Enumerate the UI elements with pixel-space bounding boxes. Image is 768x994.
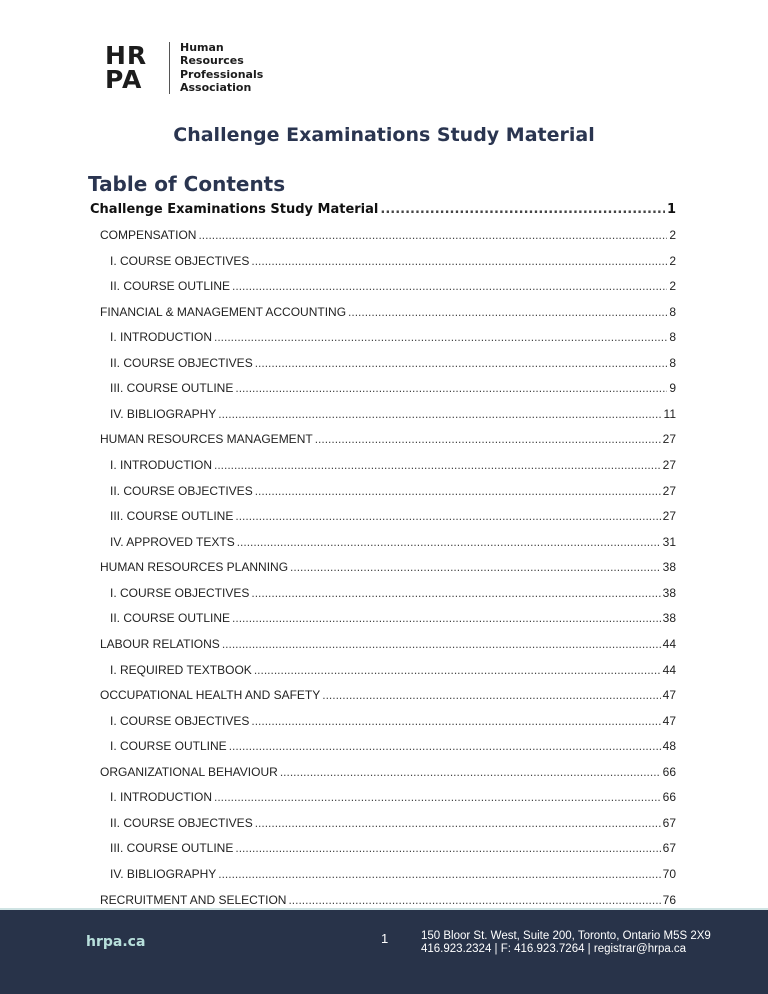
toc-leader-dots	[232, 279, 667, 293]
toc-leader-dots	[254, 663, 661, 677]
toc-leader-dots	[229, 739, 661, 753]
toc-entry[interactable]	[100, 228, 676, 246]
toc-leader-dots	[348, 305, 667, 319]
toc-entry-label: I. INTRODUCTION	[110, 458, 212, 473]
toc-entry-page: 9	[669, 381, 676, 396]
logo-text-line: Professionals	[180, 67, 264, 81]
toc-entry-label: II. COURSE OBJECTIVES	[110, 355, 253, 370]
toc-entry-label: IV. BIBLIOGRAPHY	[110, 406, 217, 421]
toc-entry-label: Challenge Examinations Study Material	[90, 202, 379, 217]
toc-leader-dots	[255, 356, 668, 370]
toc-entry-page: 8	[669, 330, 676, 345]
toc-entry-label: I. INTRODUCTION	[110, 790, 212, 805]
toc-leader-dots	[232, 611, 661, 625]
toc-entry[interactable]	[110, 484, 676, 502]
page-footer	[0, 910, 768, 994]
toc-leader-dots	[237, 535, 661, 549]
toc-leader-dots	[315, 432, 661, 446]
toc-entry-label: II. COURSE OBJECTIVES	[110, 483, 253, 498]
logo-mark	[105, 40, 163, 94]
toc-entry-page: 27	[662, 483, 676, 498]
toc-entry-page: 2	[669, 228, 676, 242]
toc-entry-label: II. COURSE OUTLINE	[110, 611, 231, 626]
toc-entry-page: 2	[669, 279, 676, 294]
toc-entry-page: 47	[662, 713, 676, 728]
toc-leader-dots	[235, 509, 660, 523]
toc-leader-dots	[280, 765, 661, 779]
toc-leader-dots	[218, 407, 661, 421]
toc-entry-label: I. REQUIRED TEXTBOOK	[110, 662, 252, 677]
toc-entry[interactable]	[100, 305, 676, 323]
toc-leader-dots	[198, 228, 667, 242]
toc-entry-page: 47	[662, 688, 676, 703]
toc-leader-dots	[214, 330, 667, 344]
toc-leader-dots	[251, 714, 660, 728]
hrpa-logo	[105, 40, 263, 95]
toc-leader-dots	[380, 202, 665, 217]
toc-leader-dots	[222, 637, 661, 651]
toc-entry[interactable]	[100, 560, 676, 578]
toc-entry-label: ORGANIZATIONAL BEHAVIOUR	[100, 764, 278, 779]
toc-entry[interactable]	[110, 509, 676, 527]
toc-entry[interactable]	[110, 816, 676, 834]
toc-entry-label: III. COURSE OUTLINE	[110, 509, 234, 524]
toc-entry-page: 8	[669, 355, 676, 370]
toc-leader-dots	[214, 790, 661, 804]
toc-entry-label: I. COURSE OBJECTIVES	[110, 585, 250, 600]
toc-entry-label: IV. APPROVED TEXTS	[110, 534, 235, 549]
toc-heading: Table of Contents	[88, 172, 286, 196]
toc-entry-page: 67	[662, 815, 676, 830]
logo-mark-line2: PA	[105, 64, 143, 94]
toc-entry-page: 2	[669, 253, 676, 268]
toc-entry-page: 1	[666, 202, 676, 217]
toc-entry-page: 27	[662, 432, 676, 447]
toc-entry-page: 66	[662, 790, 676, 805]
toc-leader-dots	[322, 688, 660, 702]
toc-leader-dots	[288, 893, 660, 907]
toc-entry[interactable]	[100, 637, 676, 655]
logo-text-line: Resources	[180, 54, 244, 67]
page-number: 1	[381, 931, 389, 946]
toc-leader-dots	[290, 560, 661, 574]
toc-entry[interactable]	[110, 279, 676, 297]
toc-entry[interactable]	[110, 330, 676, 348]
toc-entry-label: IV. BIBLIOGRAPHY	[110, 867, 217, 881]
toc-entry-page: 44	[662, 636, 676, 651]
toc-entry-page: 48	[662, 739, 676, 754]
document-title: Challenge Examinations Study Material	[173, 124, 595, 146]
toc-entry[interactable]	[110, 254, 676, 272]
toc-leader-dots	[235, 841, 660, 855]
footer-address-line: 150 Bloor St. West, Suite 200, Toronto, Ontario M5S 2X9	[421, 930, 711, 942]
toc-entry-label: II. COURSE OBJECTIVES	[110, 815, 253, 830]
toc-leader-dots	[235, 381, 667, 395]
toc-entry-page: 44	[662, 662, 676, 677]
toc-entry-page: 38	[662, 611, 676, 626]
toc-leader-dots	[255, 484, 661, 498]
toc-entry-label: COMPENSATION	[100, 228, 197, 242]
toc-entry[interactable]	[110, 586, 676, 604]
toc-leader-dots	[214, 458, 661, 472]
toc-entry[interactable]	[110, 841, 676, 859]
toc-entry-page: 27	[662, 509, 676, 524]
toc-entry-page: 38	[662, 560, 676, 575]
toc-entry[interactable]	[110, 407, 676, 425]
toc-entry-page: 11	[663, 406, 676, 421]
toc-entry[interactable]	[110, 535, 676, 553]
toc-entry-label: FINANCIAL & MANAGEMENT ACCOUNTING	[100, 304, 347, 319]
toc-entry-page: 8	[669, 304, 676, 319]
toc-entry[interactable]	[110, 867, 676, 885]
logo-text-line: Association	[180, 81, 252, 94]
toc-leader-dots	[218, 867, 660, 881]
toc-entry[interactable]	[110, 739, 676, 757]
toc-entry-label: I. COURSE OBJECTIVES	[110, 713, 250, 728]
toc-entry-label: HUMAN RESOURCES MANAGEMENT	[100, 432, 313, 447]
toc-entry-page: 31	[662, 534, 676, 549]
toc-entry[interactable]	[110, 356, 676, 374]
toc-entry-label: HUMAN RESOURCES PLANNING	[100, 560, 289, 575]
footer-address	[421, 930, 711, 956]
toc-leader-dots	[255, 816, 661, 830]
toc-entry-label: I. COURSE OUTLINE	[110, 739, 227, 754]
toc-entry-label: LABOUR RELATIONS	[100, 636, 220, 651]
toc-entry-page: 70	[662, 867, 676, 881]
toc-entry-label: RECRUITMENT AND SELECTION	[100, 892, 287, 907]
footer-contact-line: 416.923.2324 | F: 416.923.7264 | registrar@hrpa.ca	[421, 943, 687, 955]
toc-entry[interactable]	[90, 202, 676, 220]
toc-entry-label: II. COURSE OUTLINE	[110, 279, 231, 294]
toc-entry[interactable]	[110, 611, 676, 629]
toc-entry-label: III. COURSE OUTLINE	[110, 841, 234, 856]
toc-entry[interactable]	[100, 765, 676, 783]
toc-entry-page: 27	[662, 458, 676, 473]
toc-entry-page: 76	[662, 892, 676, 907]
toc-entry-page: 67	[662, 841, 676, 856]
toc-entry[interactable]	[100, 432, 676, 450]
toc-entry[interactable]	[100, 688, 676, 706]
toc-leader-dots	[251, 586, 660, 600]
toc-entry-label: OCCUPATIONAL HEALTH AND SAFETY	[100, 688, 321, 703]
logo-divider	[169, 42, 170, 94]
toc-entry-label: III. COURSE OUTLINE	[110, 381, 234, 396]
toc-entry[interactable]	[110, 663, 676, 681]
toc-leader-dots	[251, 254, 667, 268]
toc-entry[interactable]	[110, 458, 676, 476]
toc-entry[interactable]	[110, 381, 676, 399]
logo-mark-line1: HR	[105, 40, 148, 70]
toc-entry-page: 66	[662, 764, 676, 779]
logo-text	[180, 41, 263, 95]
toc-entry[interactable]	[110, 714, 676, 732]
toc-entry-page: 38	[662, 585, 676, 600]
toc-entry[interactable]	[110, 790, 676, 808]
toc-entry-label: I. COURSE OBJECTIVES	[110, 253, 250, 268]
logo-text-line: Human	[180, 40, 224, 54]
footer-website-link[interactable]: hrpa.ca	[86, 934, 146, 950]
toc-entry-label: I. INTRODUCTION	[110, 330, 212, 345]
